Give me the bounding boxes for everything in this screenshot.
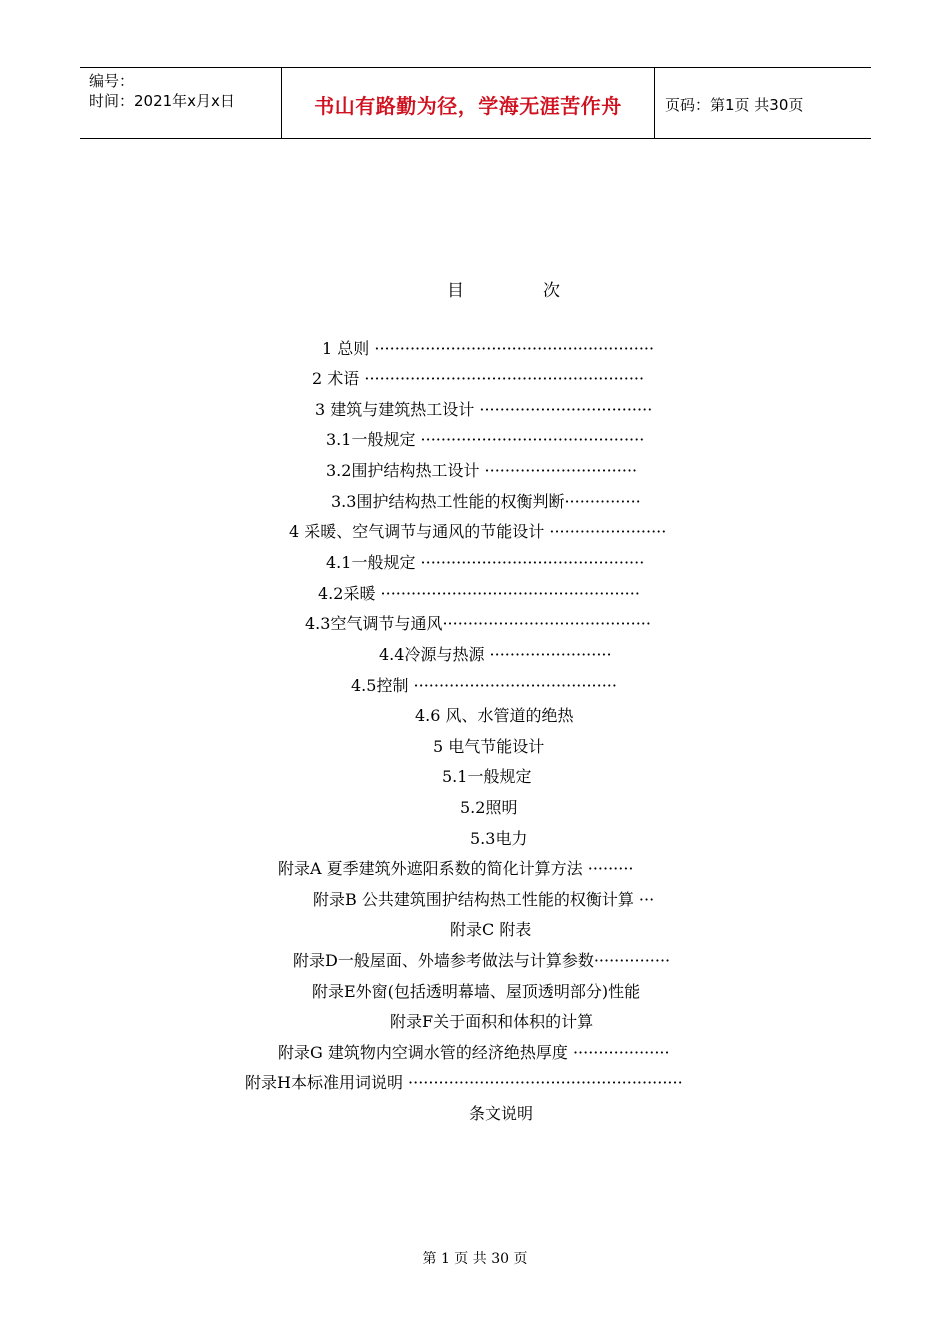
toc-entry[interactable]: 附录A 夏季建筑外遮阳系数的简化计算方法 ········· <box>278 859 634 878</box>
toc-entry[interactable]: 附录D一般屋面、外墙参考做法与计算参数··············· <box>293 951 671 970</box>
toc-entry[interactable]: 附录F关于面积和体积的计算 <box>390 1012 594 1031</box>
toc-entry[interactable]: 5.1一般规定 <box>442 767 532 786</box>
page-footer: 第 1 页 共 30 页 <box>422 1251 528 1267</box>
toc-entry[interactable]: 4.3空气调节与通风········································· <box>305 614 651 633</box>
toc-title-right: 次 <box>543 281 560 301</box>
toc-entry[interactable]: 2 术语 ······················································· <box>312 369 645 388</box>
toc-entry[interactable]: 附录B 公共建筑围护结构热工性能的权衡计算 ··· <box>313 890 655 909</box>
toc-entry[interactable]: 4.4冷源与热源 ························ <box>379 645 612 664</box>
header-page-code: 页码：第1页 共30页 <box>665 96 804 114</box>
toc-entry[interactable]: 3.1一般规定 ············································ <box>326 430 645 449</box>
toc-entry[interactable]: 条文说明 <box>469 1104 534 1123</box>
toc-entry[interactable]: 附录C 附表 <box>450 920 532 939</box>
toc-entry[interactable]: 3.3围护结构热工性能的权衡判断··············· <box>331 492 641 511</box>
toc-entry[interactable]: 4.5控制 ········································ <box>351 676 617 695</box>
toc-entry[interactable]: 附录H本标准用词说明 ······················································ <box>245 1073 683 1092</box>
toc-entry[interactable]: 3.2围护结构热工设计 ······························ <box>326 461 638 480</box>
toc-entry[interactable]: 5.2照明 <box>460 798 518 817</box>
toc-entry[interactable]: 附录E外窗(包括透明幕墙、屋顶透明部分)性能 <box>312 982 641 1001</box>
toc-entry[interactable]: 4.6 风、水管道的绝热 <box>415 706 574 725</box>
toc-entry[interactable]: 4.2采暖 ··················································· <box>318 584 640 603</box>
toc-entry[interactable]: 附录G 建筑物内空调水管的经济绝热厚度 ··················· <box>278 1043 670 1062</box>
toc-entry[interactable]: 4 采暖、空气调节与通风的节能设计 ······················· <box>289 522 667 541</box>
toc-entry[interactable]: 5.3电力 <box>470 829 528 848</box>
document-number-label: 编号： <box>89 72 135 90</box>
document-time-label: 时间：2021年x月x日 <box>89 92 235 110</box>
toc-title-left: 目 <box>447 281 464 301</box>
header-motto: 书山有路勤为径，学海无涯苦作舟 <box>314 94 622 118</box>
toc-entry[interactable]: 4.1一般规定 ············································ <box>326 553 645 572</box>
toc-entry[interactable]: 5 电气节能设计 <box>433 737 545 756</box>
toc-entry[interactable]: 1 总则 ······················································· <box>322 339 655 358</box>
toc-entry[interactable]: 3 建筑与建筑热工设计 ·································· <box>315 400 653 419</box>
